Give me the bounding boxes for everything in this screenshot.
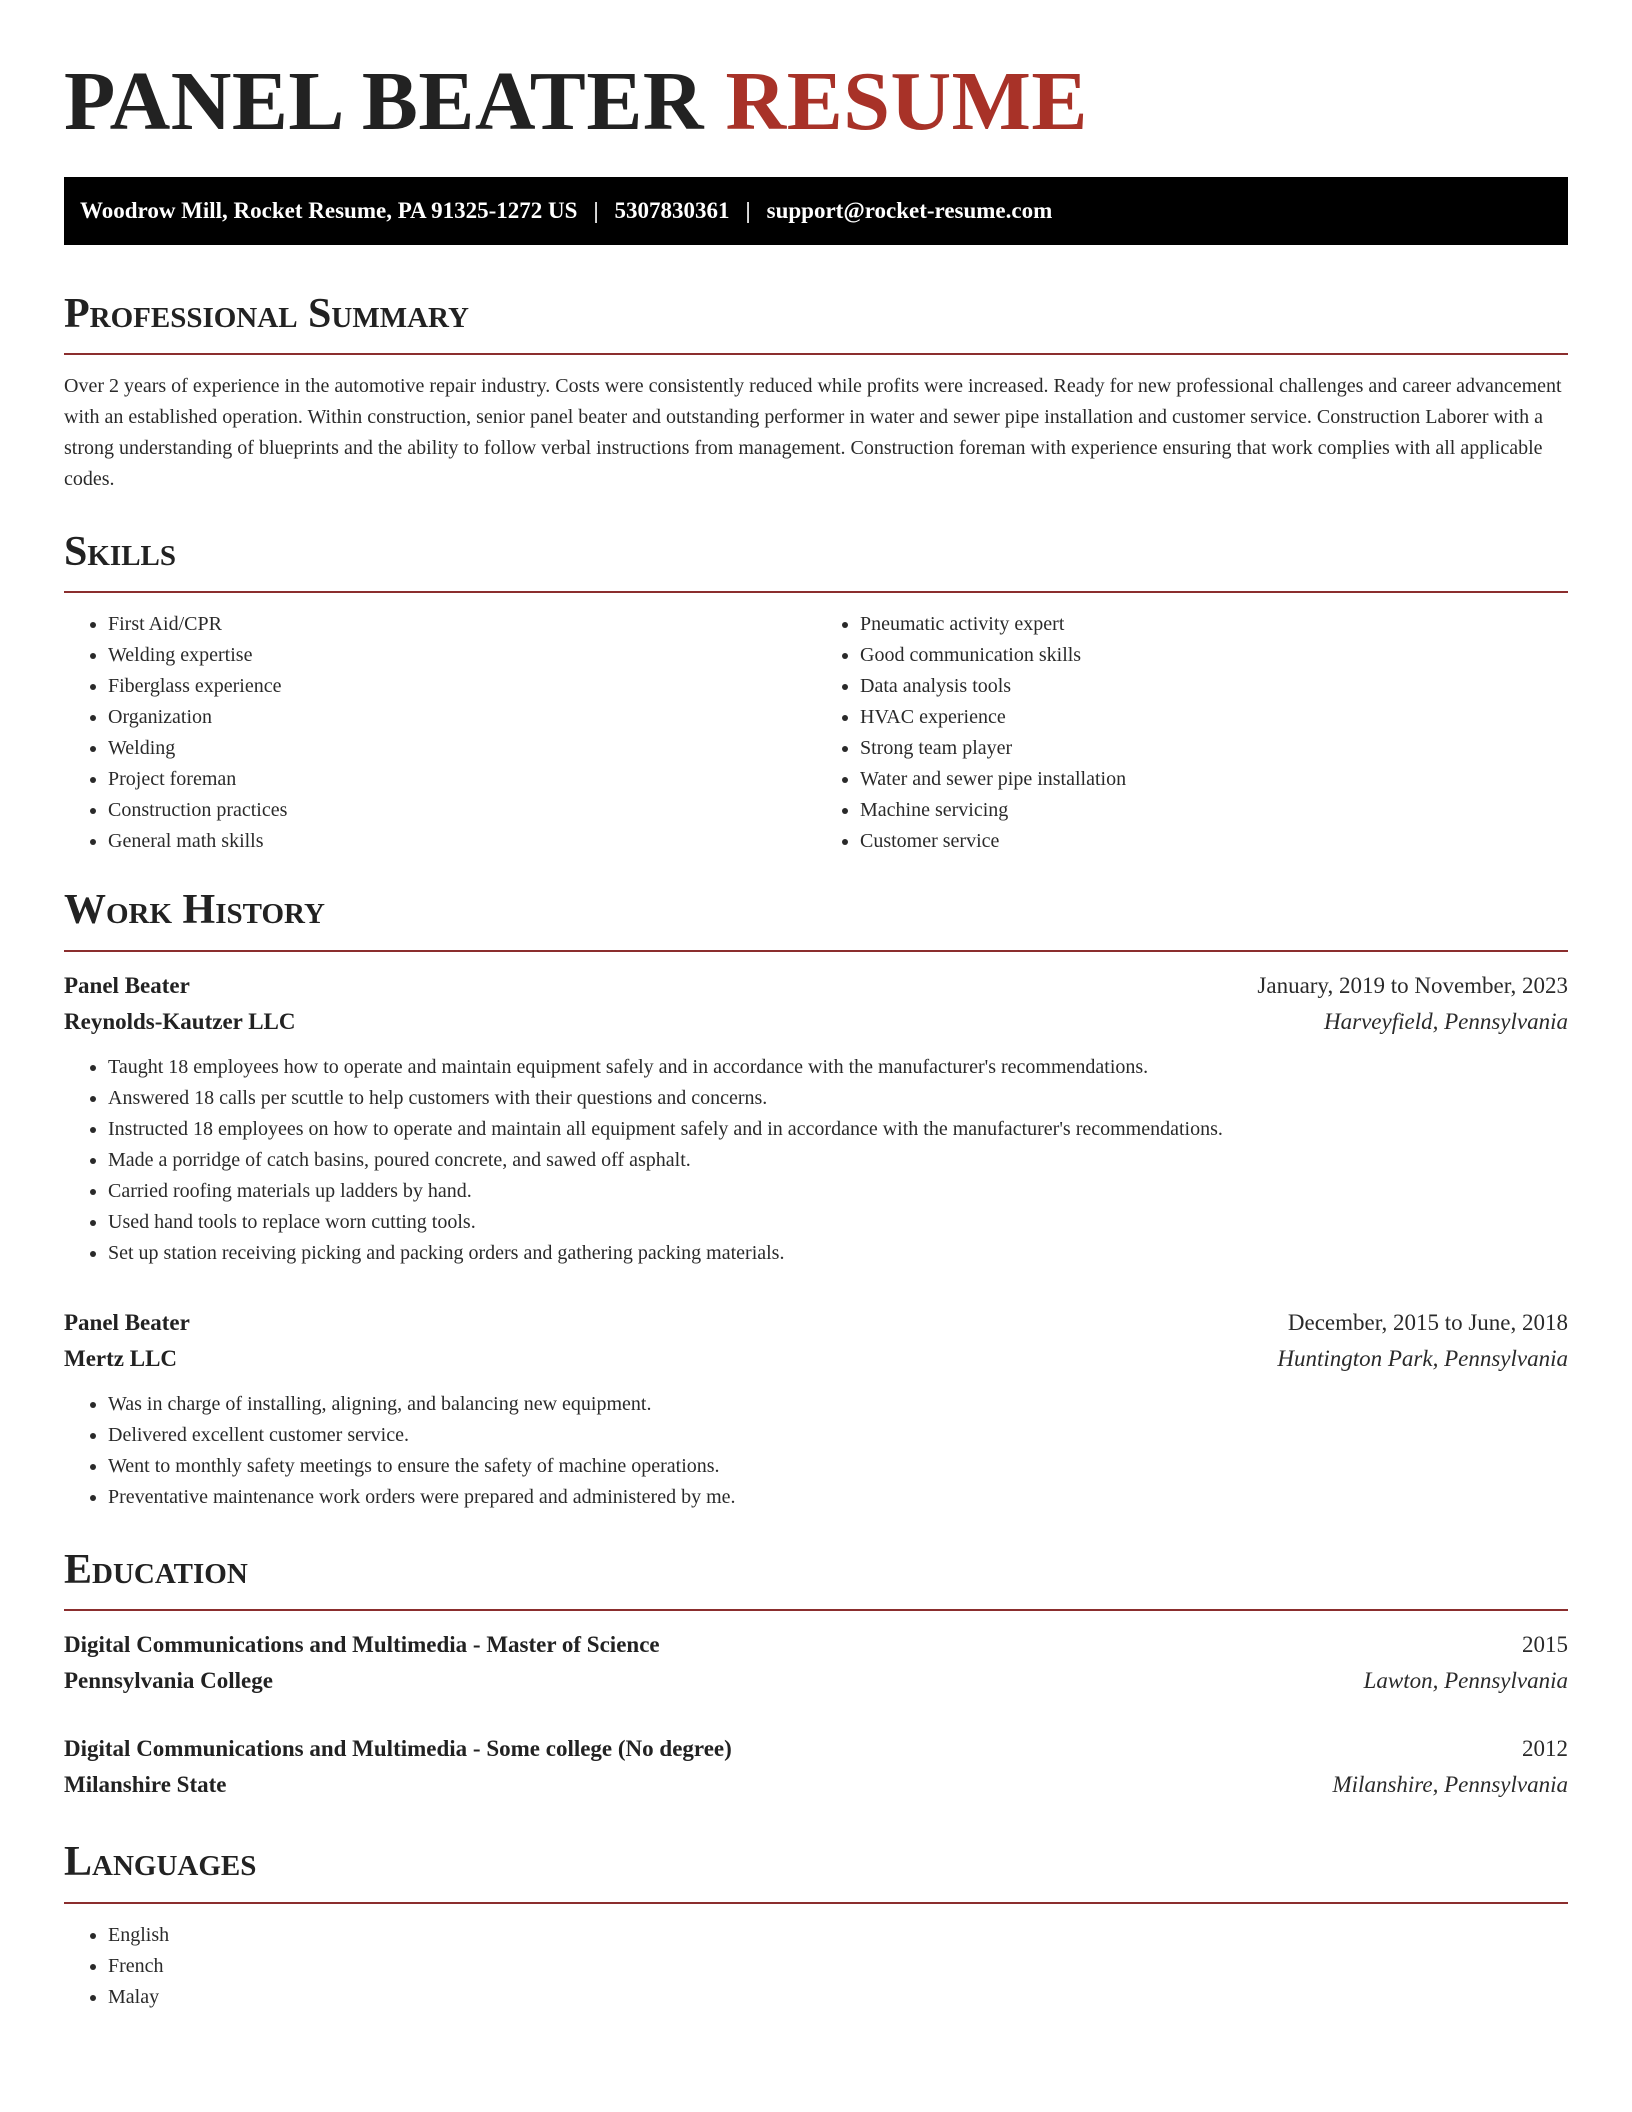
job-duty: • Used hand tools to replace worn cutting tools. — [108, 1207, 1568, 1238]
job-location: Harveyfield, Pennsylvania — [1324, 1008, 1568, 1034]
education-year: 2012 — [1522, 1736, 1568, 1762]
professional-summary-section — [64, 289, 1568, 495]
skill-item: • HVAC experience — [860, 702, 1568, 733]
skill-item: • Data analysis tools — [860, 671, 1568, 702]
education-school-row — [64, 1767, 1568, 1803]
job-duty: • Preventative maintenance work orders were prepared and administered by me. — [108, 1482, 1568, 1513]
languages-section — [64, 1837, 1568, 2012]
contact-phone[interactable]: 5307830361 — [614, 197, 730, 223]
skill-item: • Welding expertise — [108, 640, 816, 671]
contact-bar — [64, 177, 1568, 245]
job-company-row — [64, 1341, 1568, 1377]
job-entry — [64, 968, 1568, 1269]
education-section — [64, 1545, 1568, 1803]
job-dates: January, 2019 to November, 2023 — [1257, 972, 1568, 998]
skills-columns — [64, 609, 1568, 857]
section-heading: Work History — [64, 887, 325, 934]
education-degree-row — [64, 1627, 1568, 1663]
section-heading: Professional Summary — [64, 290, 469, 337]
education-degree-row — [64, 1731, 1568, 1767]
skill-item: • First Aid/CPR — [108, 609, 816, 640]
job-title: Panel Beater — [64, 1309, 190, 1335]
job-duty: • Answered 18 calls per scuttle to help customers with their questions and concerns. — [108, 1083, 1568, 1114]
contact-email[interactable]: support@rocket-resume.com — [766, 197, 1053, 223]
job-location: Huntington Park, Pennsylvania — [1277, 1345, 1568, 1371]
section-divider — [64, 353, 1568, 355]
skill-item: • Strong team player — [860, 733, 1568, 764]
skills-list-left — [64, 609, 816, 857]
skill-item: • Customer service — [860, 826, 1568, 857]
contact-separator: | — [593, 197, 599, 223]
skill-item: • Machine servicing — [860, 795, 1568, 826]
skills-list-right — [816, 609, 1568, 857]
section-heading: Education — [64, 1546, 248, 1593]
section-heading: Skills — [64, 528, 177, 575]
education-school-row — [64, 1663, 1568, 1699]
job-duty: • Carried roofing materials up ladders by hand. — [108, 1176, 1568, 1207]
skill-item: • Welding — [108, 733, 816, 764]
job-duty: • Taught 18 employees how to operate and maintain equipment safely and in accordance with the manufacturer's recommendations. — [108, 1052, 1568, 1083]
resume-title — [64, 54, 1568, 151]
job-entry — [64, 1305, 1568, 1513]
skill-item: • Fiberglass experience — [108, 671, 816, 702]
education-entry — [64, 1627, 1568, 1699]
job-header-row — [64, 1305, 1568, 1341]
skills-section — [64, 527, 1568, 857]
skill-item: • Organization — [108, 702, 816, 733]
job-duties-list — [64, 1052, 1568, 1269]
job-duties-list — [64, 1389, 1568, 1513]
job-duty: • Delivered excellent customer service. — [108, 1420, 1568, 1451]
title-accent: RESUME — [725, 55, 1088, 148]
job-company: Reynolds-Kautzer LLC — [64, 1008, 296, 1034]
language-item: • French — [108, 1951, 1568, 1982]
skill-item: • Project foreman — [108, 764, 816, 795]
summary-text: Over 2 years of experience in the automotive repair industry. Costs were consistently reduced while profits were increased. Ready for new professional challenges and career advancement with an established operation. Within construction, senior panel beater and outstanding performer in water and sewer pipe installation and customer service. Construction Laborer with a strong understanding of blueprints and the ability to follow verbal instructions from management. Construction foreman with experience ensuring that work complies with all applicable codes. — [64, 374, 1562, 490]
job-duty: • Set up station receiving picking and packing orders and gathering packing materials. — [108, 1238, 1568, 1269]
language-item: • Malay — [108, 1982, 1568, 2013]
section-divider — [64, 591, 1568, 593]
skill-item: • Water and sewer pipe installation — [860, 764, 1568, 795]
job-company-row — [64, 1004, 1568, 1040]
skill-item: • General math skills — [108, 826, 816, 857]
education-location: Milanshire, Pennsylvania — [1332, 1772, 1568, 1798]
section-divider — [64, 1902, 1568, 1904]
education-location: Lawton, Pennsylvania — [1363, 1668, 1568, 1694]
section-divider — [64, 950, 1568, 952]
skill-item: • Good communication skills — [860, 640, 1568, 671]
section-heading: Languages — [64, 1839, 257, 1886]
education-school: Pennsylvania College — [64, 1668, 273, 1694]
job-company: Mertz LLC — [64, 1345, 178, 1371]
contact-separator: | — [745, 197, 751, 223]
education-degree: Digital Communications and Multimedia - Some college (No degree) — [64, 1736, 732, 1762]
section-divider — [64, 1609, 1568, 1611]
skill-item: • Construction practices — [108, 795, 816, 826]
job-title: Panel Beater — [64, 972, 190, 998]
job-header-row — [64, 968, 1568, 1004]
education-school: Milanshire State — [64, 1772, 227, 1798]
job-duty: • Went to monthly safety meetings to ensure the safety of machine operations. — [108, 1451, 1568, 1482]
title-main: PANEL BEATER — [64, 55, 705, 148]
skill-item: • Pneumatic activity expert — [860, 609, 1568, 640]
work-history-section — [64, 885, 1568, 1512]
job-duty: • Instructed 18 employees on how to operate and maintain all equipment safely and in accordance with the manufacturer's recommendations. — [108, 1114, 1568, 1145]
contact-address: Woodrow Mill, Rocket Resume, PA 91325-1272 US — [80, 197, 578, 223]
job-dates: December, 2015 to June, 2018 — [1287, 1309, 1568, 1335]
education-year: 2015 — [1522, 1632, 1568, 1658]
job-duty: • Was in charge of installing, aligning, and balancing new equipment. — [108, 1389, 1568, 1420]
education-entry — [64, 1731, 1568, 1803]
job-duty: • Made a porridge of catch basins, poured concrete, and sawed off asphalt. — [108, 1145, 1568, 1176]
language-item: • English — [108, 1920, 1568, 1951]
education-degree: Digital Communications and Multimedia - Master of Science — [64, 1632, 660, 1658]
languages-list — [64, 1920, 1568, 2013]
